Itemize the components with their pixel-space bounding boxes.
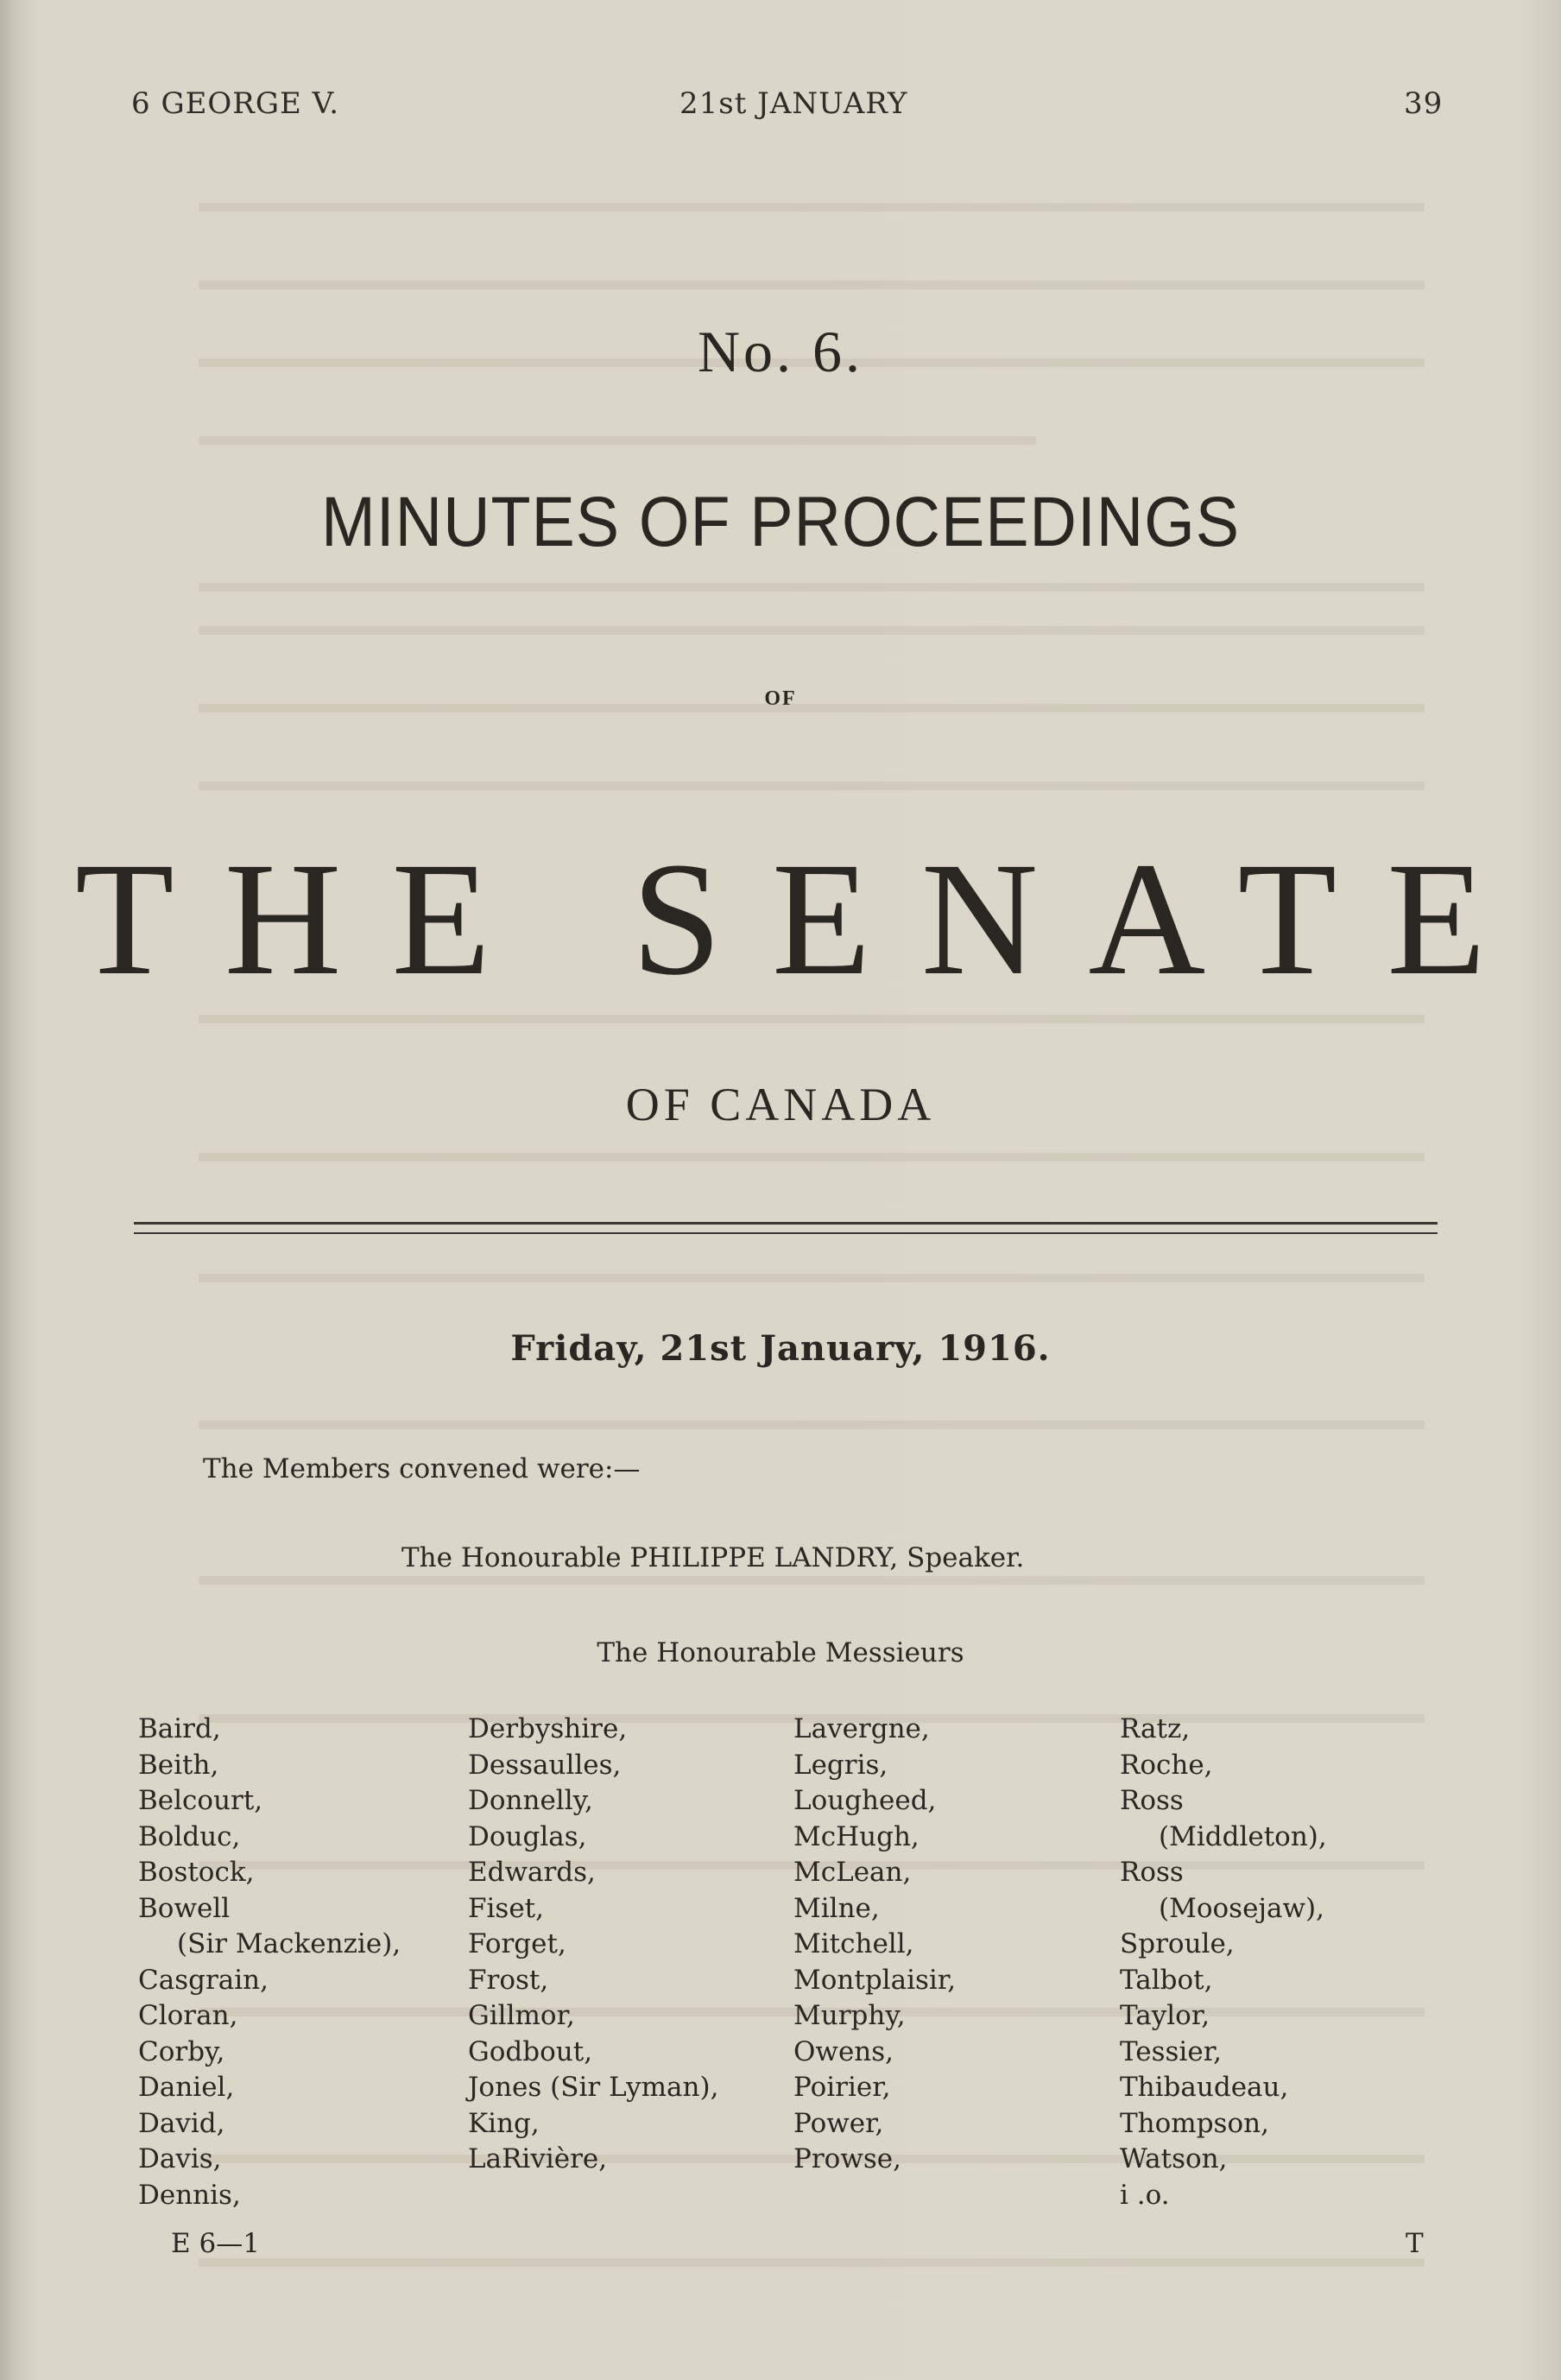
divider-rule bbox=[134, 1222, 1438, 1225]
member-name: Murphy, bbox=[793, 2000, 906, 2031]
member-name: Ross bbox=[1120, 1857, 1184, 1888]
member-name: Corby, bbox=[138, 2035, 225, 2067]
member-name: Mitchell, bbox=[793, 1928, 914, 1959]
member-name: Lougheed, bbox=[793, 1785, 937, 1816]
member-name: McLean, bbox=[793, 1857, 912, 1888]
member-name: Jones (Sir Lyman), bbox=[468, 2072, 719, 2103]
member-name-continuation: (Moosejaw), bbox=[1159, 1892, 1324, 1924]
members-column-1 bbox=[138, 1712, 401, 2213]
member-name: Bowell bbox=[138, 1892, 231, 1924]
member-name: Owens, bbox=[793, 2035, 894, 2067]
member-name: Power, bbox=[793, 2107, 884, 2139]
messieurs-heading: The Honourable Messieurs bbox=[597, 1637, 964, 1668]
member-name: Watson, bbox=[1120, 2143, 1228, 2174]
member-name: Ross bbox=[1120, 1785, 1184, 1816]
member-name: Edwards, bbox=[468, 1857, 596, 1888]
member-name: i .o. bbox=[1120, 2179, 1170, 2211]
header-session: 6 GEORGE V. bbox=[131, 86, 340, 121]
speaker-line: The Honourable PHILIPPE LANDRY, Speaker. bbox=[401, 1542, 1025, 1573]
member-name: Bolduc, bbox=[138, 1820, 241, 1852]
signature-mark: E 6—1 bbox=[171, 2228, 260, 2259]
member-name-continuation: (Middleton), bbox=[1159, 1820, 1327, 1852]
member-name: Frost, bbox=[468, 1964, 549, 1996]
member-name: Milne, bbox=[793, 1892, 880, 1924]
member-name: Forget, bbox=[468, 1928, 566, 1959]
member-name: Prowse, bbox=[793, 2143, 901, 2174]
member-name: McHugh, bbox=[793, 1820, 920, 1852]
member-name: Thompson, bbox=[1120, 2107, 1269, 2139]
member-name: Sproule, bbox=[1120, 1928, 1235, 1959]
title-of: OF bbox=[764, 687, 797, 710]
sitting-date: Friday, 21st January, 1916. bbox=[510, 1328, 1051, 1369]
member-name: Davis, bbox=[138, 2143, 222, 2174]
members-column-2 bbox=[468, 1712, 718, 2178]
member-name: Donnelly, bbox=[468, 1785, 593, 1816]
page-corner-mark: T bbox=[1406, 2228, 1424, 2259]
member-name: LaRivière, bbox=[468, 2143, 608, 2174]
member-name: Baird, bbox=[138, 1713, 221, 1744]
canada-subtitle: OF CANADA bbox=[625, 1079, 936, 1130]
divider-rule-secondary bbox=[134, 1232, 1438, 1234]
member-name: Thibaudeau, bbox=[1120, 2072, 1289, 2103]
member-name: Daniel, bbox=[138, 2072, 235, 2103]
member-name: Casgrain, bbox=[138, 1964, 269, 1996]
member-name: Talbot, bbox=[1120, 1964, 1213, 1996]
member-name: Beith, bbox=[138, 1749, 219, 1781]
member-name: David, bbox=[138, 2107, 225, 2139]
member-name-continuation: (Sir Mackenzie), bbox=[177, 1928, 401, 1959]
member-name: King, bbox=[468, 2107, 540, 2139]
member-name: Dennis, bbox=[138, 2179, 241, 2211]
members-convened-heading: The Members convened were:— bbox=[203, 1453, 641, 1484]
member-name: Montplaisir, bbox=[793, 1964, 957, 1996]
member-name: Douglas, bbox=[468, 1820, 587, 1852]
member-name: Godbout, bbox=[468, 2035, 593, 2067]
senate-title: THE SENATE bbox=[74, 828, 1537, 1009]
header-page-number: 39 bbox=[1404, 86, 1444, 121]
member-name: Roche, bbox=[1120, 1749, 1213, 1781]
member-name: Lavergne, bbox=[793, 1713, 930, 1744]
members-column-3 bbox=[793, 1712, 956, 2178]
member-name: Poirier, bbox=[793, 2072, 891, 2103]
document-title: MINUTES OF PROCEEDINGS bbox=[321, 483, 1240, 561]
member-name: Taylor, bbox=[1120, 2000, 1210, 2031]
member-name: Derbyshire, bbox=[468, 1713, 628, 1744]
document-number: No. 6. bbox=[697, 319, 864, 384]
members-column-4 bbox=[1120, 1712, 1327, 2213]
member-name: Fiset, bbox=[468, 1892, 544, 1924]
member-name: Belcourt, bbox=[138, 1785, 263, 1816]
member-name: Dessaulles, bbox=[468, 1749, 622, 1781]
header-date: 21st JANUARY bbox=[679, 86, 908, 121]
member-name: Cloran, bbox=[138, 2000, 238, 2031]
member-name: Legris, bbox=[793, 1749, 888, 1781]
member-name: Gillmor, bbox=[468, 2000, 575, 2031]
member-name: Tessier, bbox=[1120, 2035, 1222, 2067]
member-name: Bostock, bbox=[138, 1857, 255, 1888]
member-name: Ratz, bbox=[1120, 1713, 1191, 1744]
